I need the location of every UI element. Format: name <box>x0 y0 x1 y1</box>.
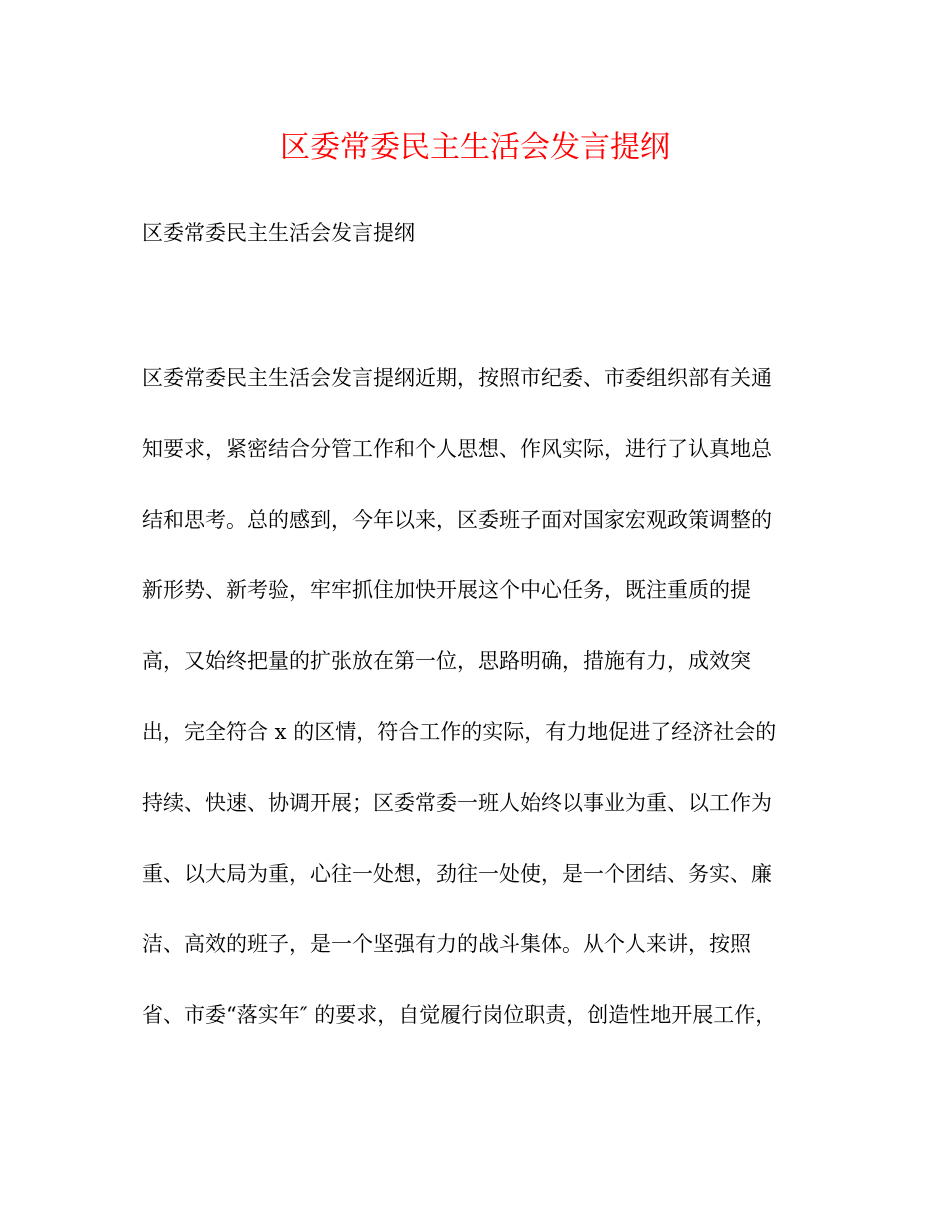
body-text-line: 新形势、新考验，牢牢抓住加快开展这个中心任务，既注重质的提 <box>142 578 751 603</box>
body-text-line: 出，完全符合 x 的区情，符合工作的实际，有力地促进了经济社会的 <box>142 719 777 744</box>
document-title: 区委常委民主生活会发言提纲 <box>280 130 670 165</box>
body-text-line: 重、以大局为重，心往一处想，劲往一处使，是一个团结、务实、廉 <box>142 861 772 886</box>
document-body <box>142 362 802 1070</box>
body-text-line: 省、市委“落实年″ 的要求，自觉履行岗位职责，创造性地开展工作， <box>142 1003 777 1028</box>
document-subtitle: 区委常委民主生活会发言提纲 <box>142 221 415 245</box>
body-text-line: 区委常委民主生活会发言提纲近期，按照市纪委、市委组织部有关通 <box>142 366 772 390</box>
body-text-line: 持续、快速、协调开展；区委常委一班人始终以事业为重、以工作为 <box>142 790 772 815</box>
body-text-line: 洁、高效的班子，是一个坚强有力的战斗集体。从个人来讲，按照 <box>142 932 751 957</box>
body-text-line: 结和思考。总的感到，今年以来，区委班子面对国家宏观政策调整的 <box>142 507 772 532</box>
body-text-line: 知要求，紧密结合分管工作和个人思想、作风实际，进行了认真地总 <box>142 436 772 461</box>
body-text-line: 高，又始终把量的扩张放在第一位，思路明确，措施有力，成效突 <box>142 649 751 674</box>
